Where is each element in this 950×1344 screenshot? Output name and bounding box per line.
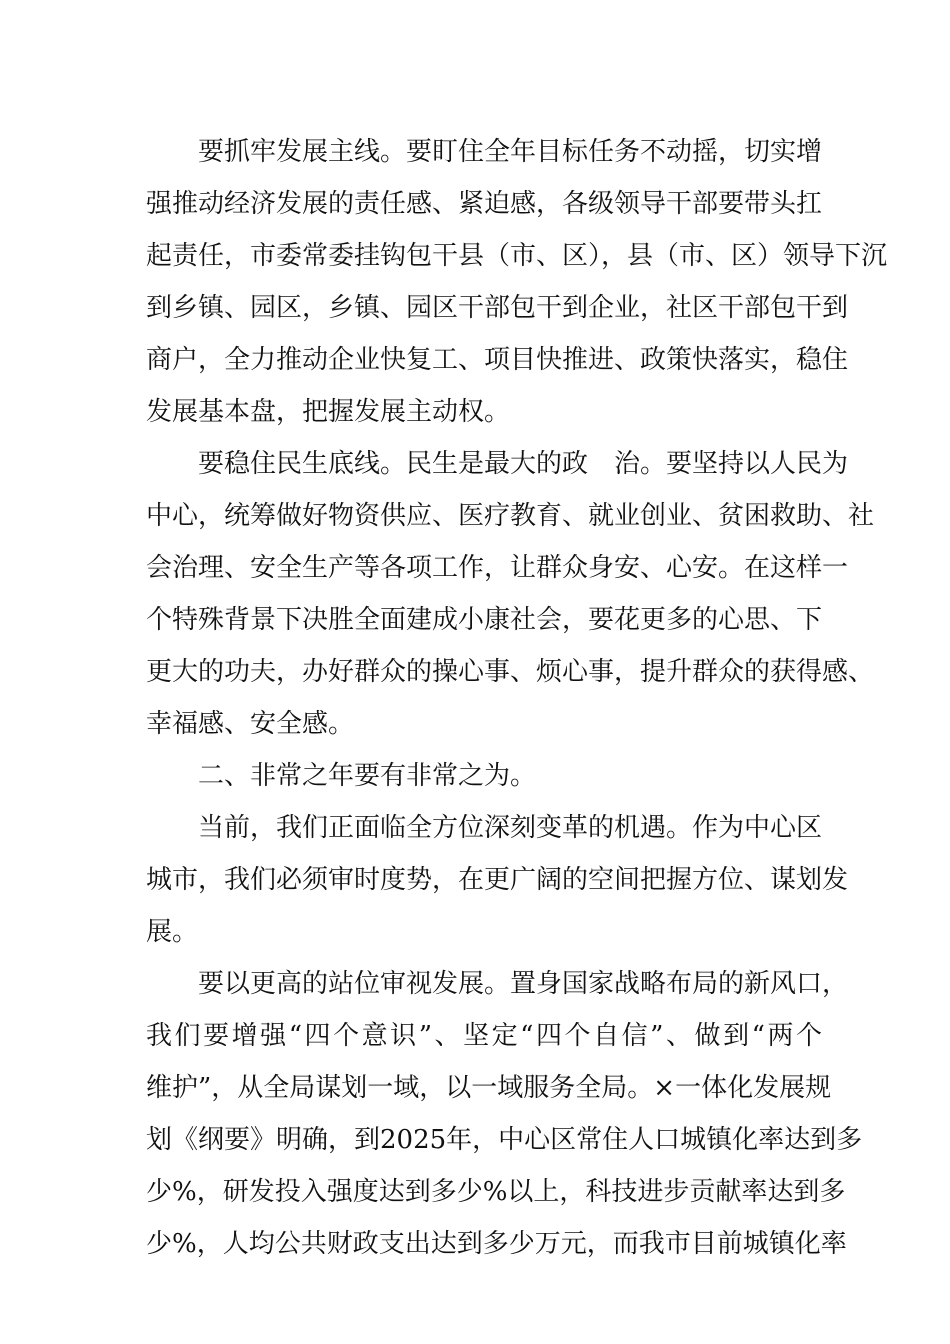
text-line: 要抓牢发展主线。要盯住全年目标任务不动摇，切实增	[198, 137, 823, 167]
section-heading	[146, 750, 822, 802]
text-line: 要以更高的站位审视发展。置身国家战略布局的新风口，	[198, 969, 849, 999]
paragraph-livelihood-bottomline	[146, 438, 875, 750]
paragraph-develop-mainline	[146, 126, 888, 438]
paragraph-higher-standpoint	[146, 958, 863, 1270]
text-line: 少%，研发投入强度达到多少%以上，科技进步贡献率达到多	[146, 1177, 846, 1207]
text-line: 更大的功夫，办好群众的操心事、烦心事，提升群众的获得感、	[146, 657, 875, 687]
text-line: 展。	[146, 917, 199, 947]
text-line: 商户，全力推动企业快复工、项目快推进、政策快落实，稳住	[146, 345, 849, 375]
text-line: 少%，人均公共财政支出达到多少万元，而我市目前城镇化率	[146, 1229, 847, 1259]
text-line: 个特殊背景下决胜全面建成小康社会，要花更多的心思、下	[146, 605, 823, 635]
text-line: 城市，我们必须审时度势，在更广阔的空间把握方位、谋划发	[146, 865, 849, 895]
text-line: 我们要增强“四个意识”、坚定“四个自信”、做到“两个	[146, 1021, 822, 1051]
text-line: 会治理、安全生产等各项工作，让群众身安、心安。在这样一	[146, 553, 849, 583]
text-line: 到乡镇、园区，乡镇、园区干部包干到企业，社区干部包干到	[146, 293, 849, 323]
text-line: 幸福感、安全感。	[146, 709, 355, 739]
text-line: 中心，统筹做好物资供应、医疗教育、就业创业、贫困救助、社	[146, 501, 875, 531]
text-line: 强推动经济发展的责任感、紧迫感，各级领导干部要带头扛	[146, 189, 823, 219]
text-line: 发展基本盘，把握发展主动权。	[146, 397, 511, 427]
text-line: 当前，我们正面临全方位深刻变革的机遇。作为中心区	[198, 813, 823, 843]
text-line: 要稳住民生底线。民生是最大的政 治。要坚持以人民为	[198, 449, 849, 479]
text-line: 划《纲要》明确，到2025年，中心区常住人口城镇化率达到多	[146, 1125, 863, 1155]
document-body	[146, 126, 888, 1270]
section-heading-text: 二、非常之年要有非常之为。	[198, 761, 537, 791]
text-line: 起责任，市委常委挂钩包干县（市、区），县（市、区）领导下沉	[146, 241, 888, 271]
paragraph-current-opportunity	[146, 802, 849, 958]
text-line: 维护”，从全局谋划一域，以一域服务全局。×一体化发展规	[146, 1073, 832, 1103]
